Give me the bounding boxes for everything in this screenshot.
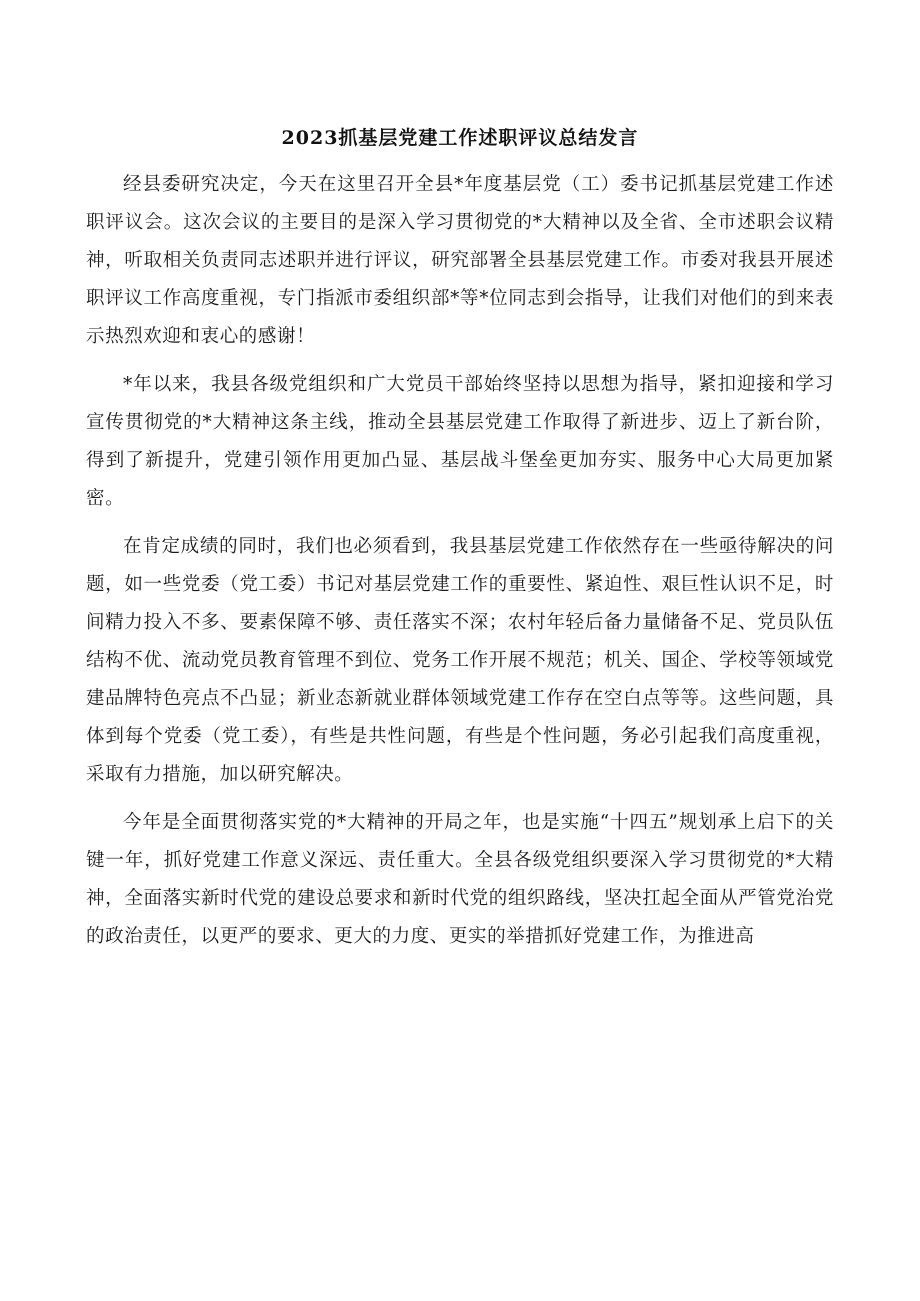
document-title: 2023抓基层党建工作述职评议总结发言 [281,127,639,149]
paragraph-1: 经县委研究决定，今天在这里召开全县*年度基层党（工）委书记抓基层党建工作述职评议会。这次会议的主要目的是深入学习贯彻党的*大精神以及全省、全市述职会议精神，听取相关负责同志述职并进行评议，研究部署全县基层党建工作。市委对我县开展述职评议工作高度重视，专门指派市委组织部*等*位同志到会指导，让我们对他们的到来表示热烈欢迎和衷心的感谢！ [86,174,834,347]
paragraph-4: 今年是全面贯彻落实党的*大精神的开局之年，也是实施“十四五”规划承上启下的关键一年，抓好党建工作意义深远、责任重大。全县各级党组织要深入学习贯彻党的*大精神，全面落实新时代党的建设总要求和新时代党的组织路线，坚决扛起全面从严管党治党的政治责任，以更严的要求、更大的力度、更实的举措抓好党建工作，为推进高 [86,812,834,947]
paragraph-2: *年以来，我县各级党组织和广大党员干部始终坚持以思想为指导，紧扣迎接和学习宣传贯彻党的*大精神这条主线，推动全县基层党建工作取得了新进步、迈上了新台阶，得到了新提升，党建引领作用更加凸显、基层战斗堡垒更加夯实、服务中心大局更加紧密。 [86,374,834,509]
paragraph-3: 在肯定成绩的同时，我们也必须看到，我县基层党建工作依然存在一些亟待解决的问题，如一些党委（党工委）书记对基层党建工作的重要性、紧迫性、艰巨性认识不足，时间精力投入不多、要素保障不够、责任落实不深；农村年轻后备力量储备不足、党员队伍结构不优、流动党员教育管理不到位、党务工作开展不规范；机关、国企、学校等领域党建品牌特色亮点不凸显；新业态新就业群体领域党建工作存在空白点等等。这些问题，具体到每个党委（党工委），有些是共性问题，有些是个性问题，务必引起我们高度重视，采取有力措施，加以研究解决。 [86,536,834,785]
